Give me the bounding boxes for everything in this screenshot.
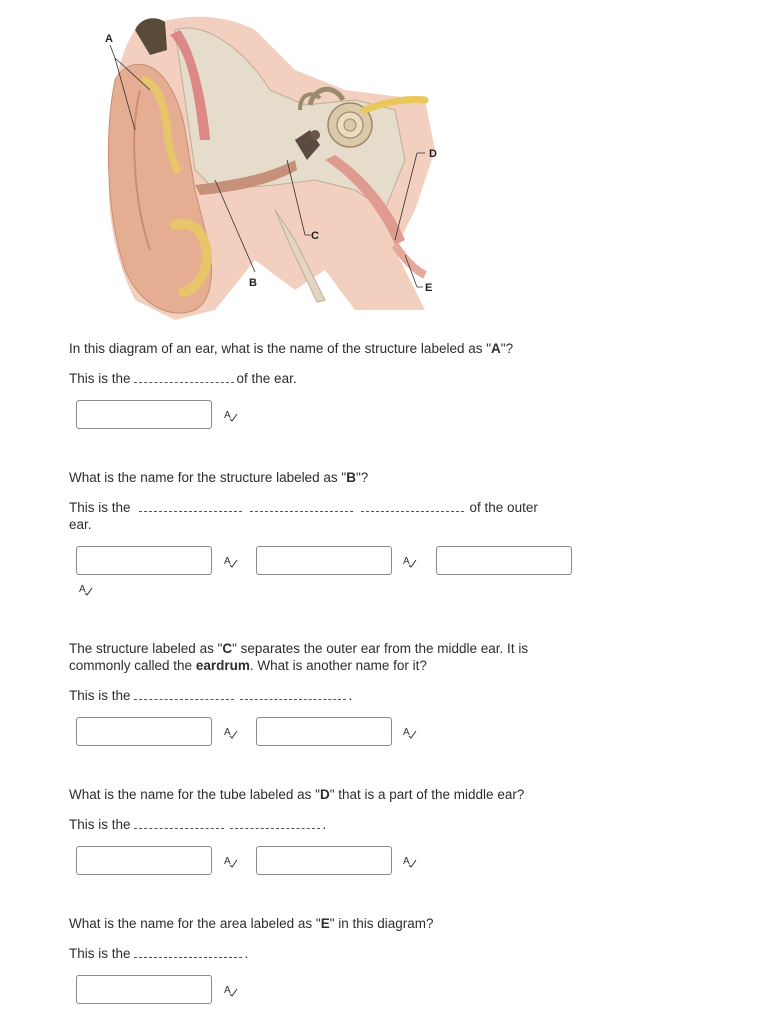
q3-question-line2	[69, 657, 427, 674]
q3-prompt	[69, 687, 352, 704]
q3-prompt-post: .	[348, 688, 353, 703]
q5-question-post: " in this diagram?	[329, 916, 434, 931]
q1-blank	[134, 372, 234, 383]
q1-question	[69, 340, 513, 357]
q2-blank-2	[250, 501, 353, 512]
q3-line2-bold: eardrum	[195, 658, 250, 673]
label-d: D	[429, 148, 437, 160]
svg-text:A: A	[403, 556, 410, 567]
q2-blank-3	[361, 501, 464, 512]
q2-prompt-wrap: ear.	[69, 517, 92, 532]
q4-answer-input-1[interactable]	[76, 846, 212, 875]
svg-text:A: A	[403, 856, 410, 867]
q2-answer-input-3[interactable]	[436, 546, 572, 575]
q1-question-pre: In this diagram of an ear, what is the name of the structure labeled as "	[69, 341, 492, 356]
spellcheck-icon[interactable]	[224, 554, 238, 568]
svg-text:A: A	[79, 584, 86, 595]
q5-question	[69, 915, 434, 932]
q5-answer-input[interactable]	[76, 975, 212, 1004]
q4-prompt-post: .	[322, 817, 327, 832]
q5-question-pre: What is the name for the area labeled as "	[69, 916, 321, 931]
q3-line1-bold: C	[222, 641, 233, 656]
q2-prompt-pre: This is the	[69, 500, 131, 515]
q4-blank-2	[230, 818, 320, 829]
q2-answer-input-2[interactable]	[256, 546, 392, 575]
label-b: B	[249, 277, 257, 289]
spellcheck-icon[interactable]	[224, 854, 238, 868]
q3-answer-input-1[interactable]	[76, 717, 212, 746]
q3-line1-post: " separates the outer ear from the middle ear. It is	[232, 641, 529, 656]
q2-blank-1	[139, 501, 242, 512]
svg-text:A: A	[224, 727, 231, 738]
spellcheck-icon[interactable]	[403, 725, 417, 739]
q5-prompt-post: .	[244, 946, 249, 961]
spellcheck-icon[interactable]	[403, 554, 417, 568]
q3-question-line1	[69, 640, 528, 657]
q5-prompt-pre: This is the	[69, 946, 131, 961]
q5-blank	[134, 947, 242, 958]
svg-text:A: A	[224, 410, 231, 421]
spellcheck-icon[interactable]	[224, 725, 238, 739]
q4-answer-input-2[interactable]	[256, 846, 392, 875]
q2-question-bold: B	[346, 470, 356, 485]
q1-question-post: "?	[500, 341, 514, 356]
q3-line2-post: . What is another name for it?	[249, 658, 427, 673]
q1-answer-input[interactable]	[76, 400, 212, 429]
q4-blank-1	[134, 818, 224, 829]
q3-line2-pre: commonly called the	[69, 658, 193, 673]
q1-prompt	[69, 370, 297, 387]
spellcheck-icon[interactable]	[79, 582, 93, 596]
label-c: C	[311, 230, 319, 242]
q2-question-post: "?	[355, 470, 369, 485]
q4-question	[69, 786, 524, 803]
q4-prompt-pre: This is the	[69, 817, 131, 832]
q2-answer-input-1[interactable]	[76, 546, 212, 575]
q5-prompt	[69, 945, 248, 962]
q3-blank-1	[134, 689, 234, 700]
spellcheck-icon[interactable]	[403, 854, 417, 868]
ear-diagram	[95, 10, 450, 320]
q1-prompt-pre: This is the	[69, 371, 131, 386]
q3-answer-input-2[interactable]	[256, 717, 392, 746]
q1-question-bold: A	[491, 341, 501, 356]
q4-question-bold: D	[319, 787, 330, 802]
spellcheck-icon[interactable]	[224, 983, 238, 997]
q1-prompt-post: of the ear.	[236, 371, 297, 386]
q2-question-pre: What is the name for the structure labeled as "	[69, 470, 347, 485]
q2-prompt	[69, 499, 538, 516]
svg-text:A: A	[224, 856, 231, 867]
svg-text:A: A	[224, 556, 231, 567]
svg-text:A: A	[224, 985, 231, 996]
q2-question	[69, 469, 368, 486]
q4-prompt	[69, 816, 326, 833]
q4-question-post: " that is a part of the middle ear?	[329, 787, 525, 802]
q3-prompt-pre: This is the	[69, 688, 131, 703]
q5-question-bold: E	[320, 916, 330, 931]
svg-text:A: A	[403, 727, 410, 738]
label-e: E	[425, 282, 433, 294]
q3-blank-2	[240, 689, 346, 700]
label-a: A	[105, 33, 113, 45]
q4-question-pre: What is the name for the tube labeled as "	[69, 787, 320, 802]
q2-prompt-post: of the outer	[469, 500, 538, 515]
spellcheck-icon[interactable]	[224, 408, 238, 422]
q3-line1-pre: The structure labeled as "	[69, 641, 223, 656]
